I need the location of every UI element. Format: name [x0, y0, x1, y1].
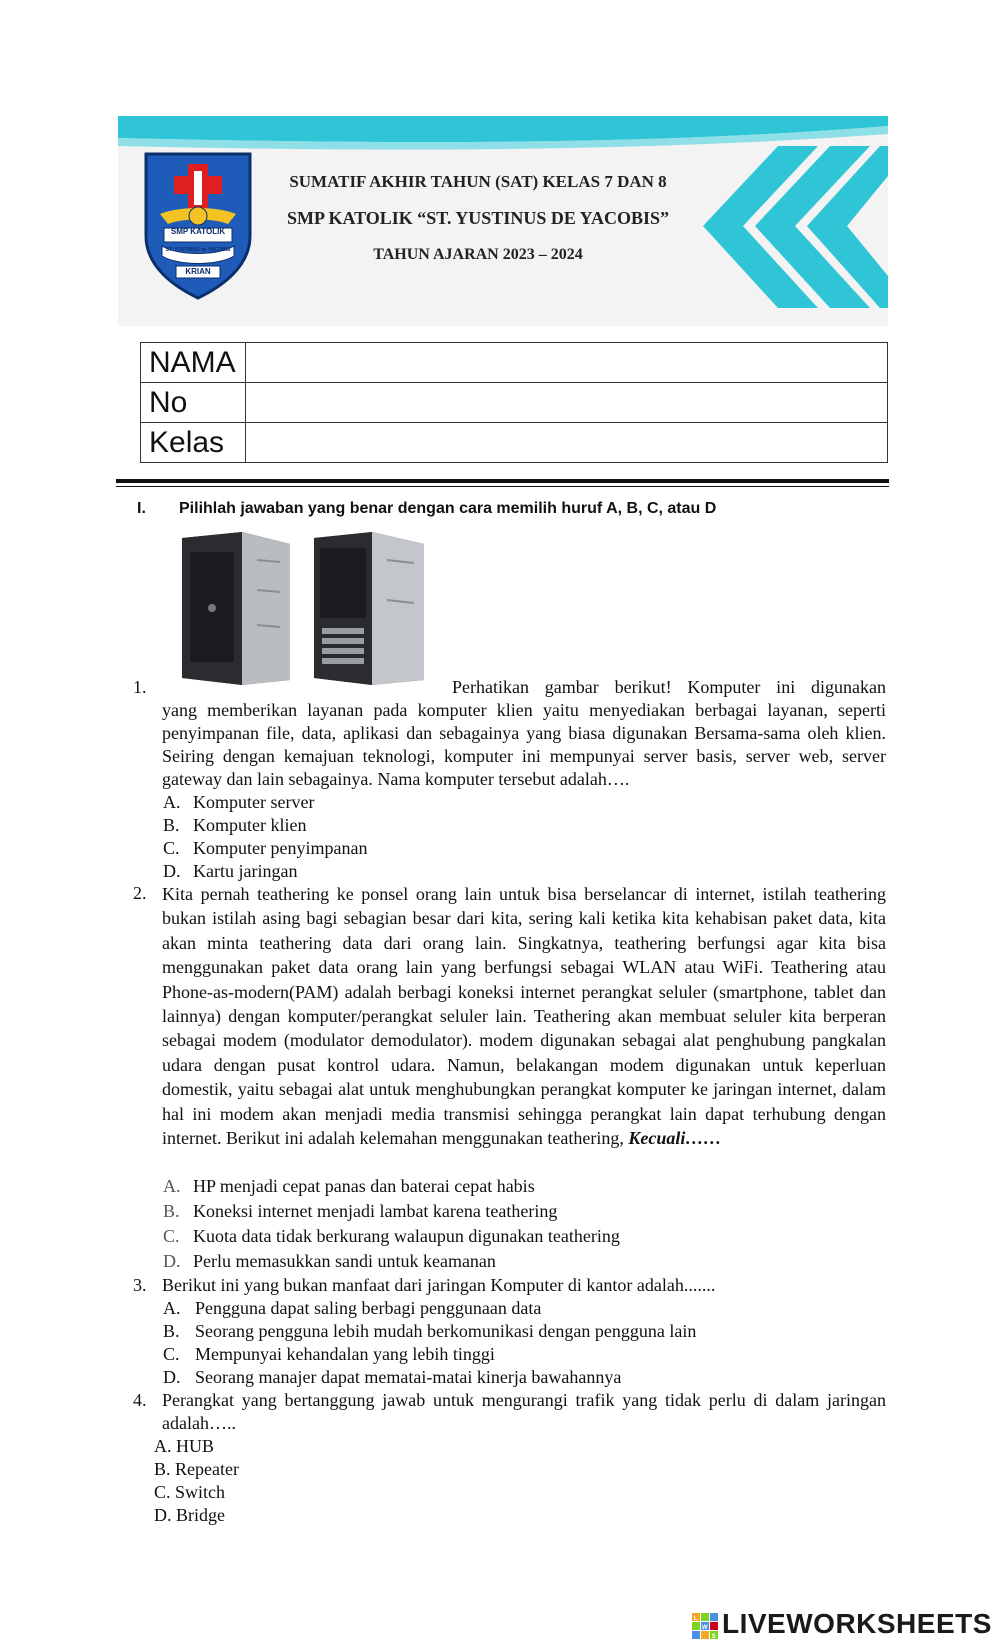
question-text: yang memberikan layanan pada komputer klien yaitu menyediakan berbagai layanan, seperti penyimpanan file, data, aplikasi dan sebagainya yang biasa digunakan Bersama-sama oleh klien. Seiring dengan kemajuan teknologi, komputer ini mempunyai server basis, server web, server gateway dan lain sebagainya. Nama komputer tersebut adalah…. [162, 700, 886, 789]
header-banner [118, 116, 888, 326]
logo-bottom-text: KRIAN [185, 267, 211, 276]
answer-option[interactable] [163, 1250, 496, 1273]
answer-option[interactable] [163, 837, 367, 860]
answer-option[interactable] [163, 1366, 621, 1389]
answer-option[interactable] [163, 860, 297, 883]
number-field[interactable] [246, 383, 888, 423]
student-identity-table [140, 342, 888, 463]
answer-option[interactable] [163, 1225, 620, 1248]
liveworksheets-watermark [692, 1608, 992, 1640]
option-letter: B. [163, 1321, 180, 1341]
option-text: Seorang pengguna lebih mudah berkomunikasi dengan pengguna lain [195, 1321, 697, 1341]
answer-option[interactable] [154, 1458, 239, 1481]
answer-option[interactable] [154, 1481, 225, 1504]
name-field[interactable] [246, 343, 888, 383]
option-letter: A. [163, 1298, 181, 1318]
option-letter: B. [154, 1459, 171, 1479]
option-letter: D. [154, 1505, 172, 1525]
answer-option[interactable] [163, 1200, 557, 1223]
section-number: I. [137, 500, 146, 517]
option-text: Repeater [175, 1459, 239, 1479]
question-body: Kita pernah teathering ke ponsel orang lain untuk bisa berselancar di internet, istilah teathering bukan istilah asing bagi sebagian besar dari kita, sering kali ketika kita kehabisan paket data, kita akan minta teathering data dari orang lain. Singkatnya, teathering berfungsi agar kita bisa menggunakan paket data orang lain yang berfungsi sebagai WLAN atau WiFi. Teathering atau Phone-as-modern(PAM) adalah berbagi koneksi internet perangkat seluler (smartphone, tablet dan lainnya) dengan komputer/perangkat seluler lain. Teathering akan membuat seluler kita berperan sebagai modem (modulator demodulator). modem digunakan sebagai alat penghubung pangkalan udara dengan pusat kontrol udara. Namun, belakangan modem digunakan untuk keperluan domestik, yaitu sebagai alat untuk menghubungkan perangkat komputer ke jaringan internet, dalam hal ini modem akan menjadi media transmisi sehingga perangkat lain dapat terhubung dengan internet. Berikut ini adalah kelemahan menggunakan teathering, [162, 884, 886, 1149]
option-letter: D. [163, 1251, 181, 1271]
option-text: HUB [176, 1436, 215, 1456]
question-emphasis: Kecuali…… [628, 1128, 722, 1149]
answer-option[interactable] [163, 1320, 696, 1343]
option-text: Komputer server [193, 792, 315, 812]
header-title-line3: TAHUN AJARAN 2023 – 2024 [373, 246, 583, 263]
option-letter: A. [163, 792, 181, 812]
option-letter: D. [163, 861, 181, 881]
class-field[interactable] [246, 423, 888, 463]
answer-option[interactable] [154, 1504, 225, 1527]
divider [116, 479, 889, 483]
question-text: Perhatikan gambar berikut! Komputer ini digunakan [452, 677, 886, 697]
option-text: HP menjadi cepat panas dan baterai cepat habis [193, 1176, 535, 1196]
question-text: Berikut ini yang bukan manfaat dari jaringan Komputer di kantor adalah....... [162, 1275, 716, 1295]
option-letter: D. [163, 1367, 181, 1387]
option-letter: A. [163, 1176, 181, 1196]
section-heading [137, 500, 716, 518]
answer-option[interactable] [163, 1175, 535, 1198]
option-letter: C. [163, 838, 180, 858]
divider [116, 486, 889, 487]
answer-option[interactable] [163, 814, 306, 837]
option-text: Mempunyai kehandalan yang lebih tinggi [195, 1344, 495, 1364]
identity-label: No [141, 383, 246, 423]
logo-top-text: SMP KATOLIK [170, 227, 226, 236]
option-text: Komputer penyimpanan [193, 838, 368, 858]
identity-row-kelas [141, 423, 888, 463]
question-number: 2. [133, 883, 147, 903]
question-number: 3. [133, 1275, 147, 1295]
question-number: 1. [133, 677, 147, 697]
logo-ribbon-text: ST. YUSTINUS de YACOBIS [165, 247, 231, 253]
option-text: Bridge [176, 1505, 225, 1525]
option-letter: C. [163, 1344, 180, 1364]
liveworksheets-logo-icon [692, 1613, 718, 1639]
answer-option[interactable] [163, 1297, 541, 1320]
identity-row-nama [141, 343, 888, 383]
identity-label: Kelas [141, 423, 246, 463]
identity-label: NAMA [141, 343, 246, 383]
option-text: Seorang manajer dapat mematai-matai kinerja bawahannya [195, 1367, 622, 1387]
option-text: Kuota data tidak berkurang walaupun digunakan teathering [193, 1226, 620, 1246]
question-text [162, 882, 886, 1150]
answer-option[interactable] [163, 1343, 495, 1366]
question-text: Perangkat yang bertanggung jawab untuk mengurangi trafik yang tidak perlu di dalam jaringan adalah….. [162, 1390, 886, 1433]
identity-row-no [141, 383, 888, 423]
watermark-text: LIVEWORKSHEETS [722, 1608, 992, 1639]
option-letter: B. [163, 1201, 180, 1221]
logo-letter: S [711, 1633, 717, 1639]
question-number: 4. [133, 1390, 147, 1410]
option-letter: C. [154, 1482, 171, 1502]
option-text: Switch [175, 1482, 226, 1502]
option-text: Komputer klien [193, 815, 307, 835]
answer-option[interactable] [154, 1435, 214, 1458]
answer-option[interactable] [163, 791, 314, 814]
header-title-line1: SUMATIF AKHIR TAHUN (SAT) KELAS 7 DAN 8 [289, 172, 667, 191]
option-text: Perlu memasukkan sandi untuk keamanan [193, 1251, 496, 1271]
option-letter: B. [163, 815, 180, 835]
logo-letter: L [693, 1615, 699, 1622]
school-logo [146, 154, 250, 298]
option-letter: A. [154, 1436, 172, 1456]
option-text: Pengguna dapat saling berbagi penggunaan data [195, 1298, 542, 1318]
option-text: Koneksi internet menjadi lambat karena teathering [193, 1201, 558, 1221]
logo-letter: W [701, 1624, 709, 1631]
server-tower-image [162, 530, 450, 685]
section-instruction: Pilihlah jawaban yang benar dengan cara memilih huruf A, B, C, atau D [179, 500, 717, 517]
option-text: Kartu jaringan [193, 861, 298, 881]
header-title-line2: SMP KATOLIK “ST. YUSTINUS DE YACOBIS” [286, 208, 670, 228]
option-letter: C. [163, 1226, 180, 1246]
